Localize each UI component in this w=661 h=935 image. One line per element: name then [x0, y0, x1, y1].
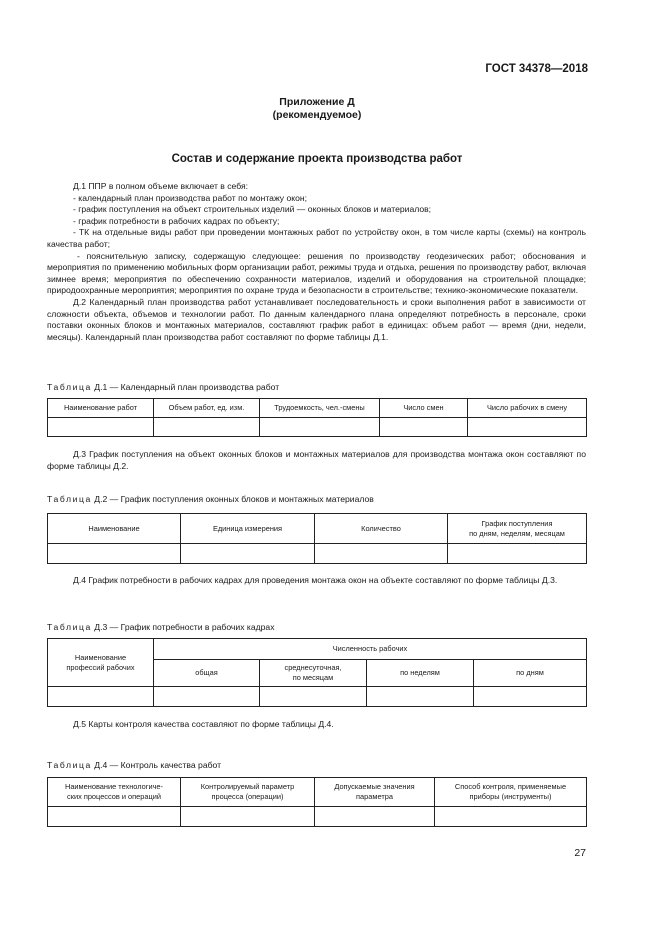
- appendix-subtitle: (рекомендуемое): [272, 109, 362, 121]
- table-header-cell: Число рабочих в смену: [468, 399, 587, 418]
- standard-number: ГОСТ 34378—2018: [485, 63, 588, 75]
- table-caption: Д.3 — График потребности в рабочих кадрах: [94, 622, 275, 632]
- table-cell: [154, 687, 260, 707]
- header-line: по дням, неделям, месяцам: [469, 528, 565, 538]
- table-cell: [468, 418, 587, 437]
- table-cell: [181, 544, 315, 564]
- table-d4: [47, 777, 587, 827]
- table-caption: Д.4 — Контроль качества работ: [94, 760, 222, 770]
- table-header-cell: по неделям: [367, 660, 474, 687]
- d2-paragraph: Д.2 Календарный план производства работ устанавливает последовательность и сроки выполнения работ в зависимости от сложности объекта, объемов и технологии работ. По данным календарного плана определяют потребность в персонале, сроки поставки оконных блоков и монтажных материалов, составляют график работ в единицах: объем работ — время (дни, недели, месяцы). Календарный план производства работ составляют по форме таблицы Д.1.: [47, 296, 586, 342]
- d1-item: - ТК на отдельные виды работ при проведении монтажных работ по устройству окон, в том числе карты (схемы) на контроль качества работ;: [47, 227, 586, 249]
- table-group-header: Численность рабочих: [154, 639, 587, 660]
- table-header-cell: по дням: [474, 660, 587, 687]
- d3-text: Д.3 График поступления на объект оконных блоков и монтажных материалов для производства монтажа окон составляют по форме таблицы Д.2.: [47, 449, 586, 471]
- table-header-cell: [435, 778, 587, 807]
- table-cell: [48, 544, 181, 564]
- table-header-cell: Единица измерения: [181, 514, 315, 544]
- d1-item: - календарный план производства работ по монтажу окон;: [73, 192, 308, 203]
- d4-paragraph: [47, 575, 586, 587]
- d4-text: Д.4 График потребности в рабочих кадрах для проведения монтажа окон на объекте составляют по форме таблицы Д.3.: [73, 575, 558, 585]
- table-row: [48, 807, 587, 827]
- table-row: [48, 544, 587, 564]
- d5-text: Д.5 Карты контроля качества составляют по форме таблицы Д.4.: [73, 719, 334, 729]
- table-cell: [367, 687, 474, 707]
- header-line: Способ контроля, применяемые: [454, 782, 567, 791]
- table-d4-caption: [47, 760, 221, 770]
- table-header-cell: [48, 778, 181, 807]
- table-header-cell: [260, 660, 367, 687]
- header-line: среднесуточная,: [284, 663, 342, 672]
- table-label: Таблица: [47, 382, 92, 392]
- table-cell: [435, 807, 587, 827]
- paragraph-d1-d2: [47, 181, 586, 343]
- header-line: параметра: [356, 792, 393, 801]
- table-header-cell: Трудоемкость, чел.-смены: [260, 399, 380, 418]
- table-cell: [181, 807, 315, 827]
- table-cell: [48, 807, 181, 827]
- d1-item: - пояснительную записку, содержащую следующее: решения по производству геодезических работ; обоснования и мероприятия по применению мобильных форм организации работ, режимы труда и отдыха, решения по производству работ, включая зимнее время; мероприятия по обеспечению сохранности материалов, изделий и оборудования на строительной площадке; природоохранные мероприятия; мероприятия по охране труда и безопасности в строительстве; технико-экономические показатели.: [47, 250, 586, 296]
- table-header-cell: Наименование работ: [48, 399, 154, 418]
- table-cell: [260, 687, 367, 707]
- section-title: Состав и содержание проекта производства работ: [171, 153, 463, 165]
- header-line: График поступления: [481, 518, 553, 528]
- table-label: Таблица: [47, 622, 92, 632]
- table-d1-caption: [47, 382, 279, 392]
- table-d2-caption: [47, 494, 374, 504]
- header-line: Контролируемый параметр: [200, 782, 295, 791]
- table-cell: [260, 418, 380, 437]
- table-cell: [474, 687, 587, 707]
- table-header-cell: Число смен: [380, 399, 468, 418]
- table-cell: [380, 418, 468, 437]
- d1-item: - график поступления на объект строительных изделий — оконных блоков и материалов;: [73, 204, 432, 215]
- table-d3: [47, 638, 587, 707]
- table-cell: [448, 544, 587, 564]
- header-line: процесса (операции): [211, 792, 284, 801]
- table-header-cell: [448, 514, 587, 544]
- header-line: Наименование технологиче-: [64, 782, 163, 791]
- table-header-cell: общая: [154, 660, 260, 687]
- page-number: 27: [574, 847, 586, 859]
- d1-intro: Д.1 ППР в полном объеме включает в себя:: [73, 181, 248, 191]
- header-line: приборы (инструменты): [469, 792, 552, 801]
- table-d2: [47, 513, 587, 564]
- d3-paragraph: [47, 449, 586, 472]
- appendix-title: Приложение Д: [279, 96, 355, 108]
- table-cell: [315, 807, 435, 827]
- table-cell: [315, 544, 448, 564]
- header-line: профессий рабочих: [66, 662, 135, 672]
- table-caption: Д.2 — График поступления оконных блоков и монтажных материалов: [94, 494, 374, 504]
- table-d1: [47, 398, 587, 437]
- table-label: Таблица: [47, 494, 92, 504]
- d5-paragraph: [47, 719, 586, 731]
- header-line: Допускаемые значения: [334, 782, 415, 791]
- table-header-cell: [315, 778, 435, 807]
- table-caption: Д.1 — Календарный план производства работ: [94, 382, 280, 392]
- table-cell: [48, 687, 154, 707]
- table-header-cell: Количество: [315, 514, 448, 544]
- table-row: [48, 687, 587, 707]
- d1-item: - график потребности в рабочих кадрах по объекту;: [73, 215, 280, 226]
- header-line: по месяцам: [292, 673, 334, 682]
- table-row: [48, 418, 587, 437]
- table-header-cell: [48, 639, 154, 687]
- header-line: ских процессов и операций: [67, 792, 161, 801]
- table-header-cell: Объем работ, ед. изм.: [154, 399, 260, 418]
- table-cell: [48, 418, 154, 437]
- table-header-cell: [181, 778, 315, 807]
- header-line: Наименование: [74, 652, 127, 662]
- appendix-heading: [47, 96, 587, 122]
- table-cell: [154, 418, 260, 437]
- table-label: Таблица: [47, 760, 92, 770]
- table-d3-caption: [47, 622, 275, 632]
- table-header-cell: Наименование: [48, 514, 181, 544]
